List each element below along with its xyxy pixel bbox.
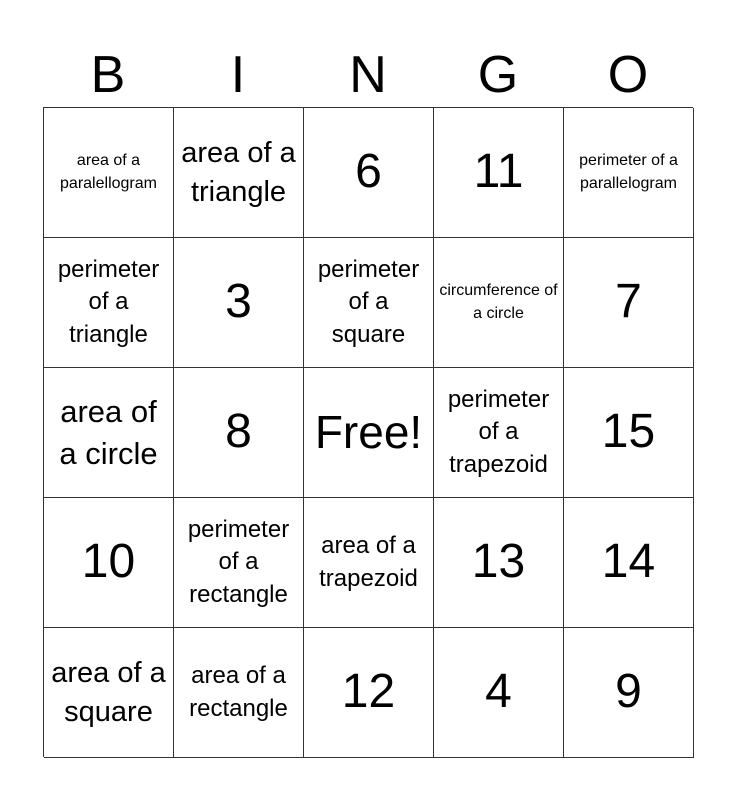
cell-text: 4	[485, 665, 512, 719]
bingo-cell-r1-c4[interactable]	[434, 108, 564, 238]
cell-text: area of a circle	[59, 393, 158, 471]
bingo-cell-r1-c3[interactable]	[304, 108, 434, 238]
cell-text: area of a paralellogram	[60, 152, 157, 192]
cell-text: 8	[225, 405, 252, 459]
bingo-cell-r1-c1[interactable]	[44, 108, 174, 238]
bingo-cell-r3-c5[interactable]	[564, 368, 694, 498]
bingo-cell-r3-c2[interactable]	[174, 368, 304, 498]
header-letter-o: O	[607, 46, 649, 104]
cell-text: perimeter of a parallelogram	[579, 152, 678, 192]
cell-text: circumference of a circle	[439, 282, 558, 322]
cell-text: area of a trapezoid	[319, 532, 418, 592]
bingo-cell-r4-c5[interactable]	[564, 498, 694, 628]
cell-text: 14	[601, 535, 656, 589]
header-letter-n: N	[349, 46, 387, 104]
bingo-cell-r3-c1[interactable]	[44, 368, 174, 498]
bingo-grid	[43, 107, 693, 757]
cell-text: 3	[225, 275, 252, 329]
cell-text: perimeter of a square	[317, 255, 420, 348]
cell-text: perimeter of a trapezoid	[447, 385, 550, 478]
bingo-cell-r2-c5[interactable]	[564, 238, 694, 368]
bingo-cell-r5-c3[interactable]	[304, 628, 434, 758]
cell-text: 10	[81, 535, 136, 589]
cell-text: area of a triangle	[181, 137, 296, 208]
bingo-cell-r4-c1[interactable]	[44, 498, 174, 628]
bingo-cell-r3-c4[interactable]	[434, 368, 564, 498]
bingo-cell-r2-c1[interactable]	[44, 238, 174, 368]
bingo-cell-r2-c2[interactable]	[174, 238, 304, 368]
cell-text: 7	[615, 275, 642, 329]
cell-text: 13	[471, 535, 526, 589]
bingo-cell-r1-c2[interactable]	[174, 108, 304, 238]
bingo-cell-r2-c3[interactable]	[304, 238, 434, 368]
bingo-cell-r5-c4[interactable]	[434, 628, 564, 758]
header-letter-g: G	[477, 46, 519, 104]
cell-text: area of a rectangle	[189, 662, 288, 722]
cell-text: 12	[341, 665, 396, 719]
bingo-cell-r5-c2[interactable]	[174, 628, 304, 758]
bingo-cell-r2-c4[interactable]	[434, 238, 564, 368]
cell-text: 15	[601, 405, 656, 459]
cell-text: 11	[473, 145, 524, 199]
bingo-cell-r1-c5[interactable]	[564, 108, 694, 238]
bingo-cell-r4-c4[interactable]	[434, 498, 564, 628]
cell-text: 9	[615, 665, 642, 719]
cell-text: perimeter of a rectangle	[187, 515, 290, 608]
bingo-cell-free[interactable]	[304, 368, 434, 498]
header-letter-b: B	[90, 46, 126, 104]
bingo-cell-r5-c5[interactable]	[564, 628, 694, 758]
free-space-text: Free!	[314, 406, 423, 459]
bingo-cell-r4-c3[interactable]	[304, 498, 434, 628]
bingo-cell-r4-c2[interactable]	[174, 498, 304, 628]
cell-text: 6	[355, 145, 382, 199]
cell-text: perimeter of a triangle	[57, 255, 160, 348]
bingo-cell-r5-c1[interactable]	[44, 628, 174, 758]
cell-text: area of a square	[51, 657, 166, 728]
bingo-header	[43, 42, 693, 108]
header-letter-i: I	[230, 46, 246, 104]
